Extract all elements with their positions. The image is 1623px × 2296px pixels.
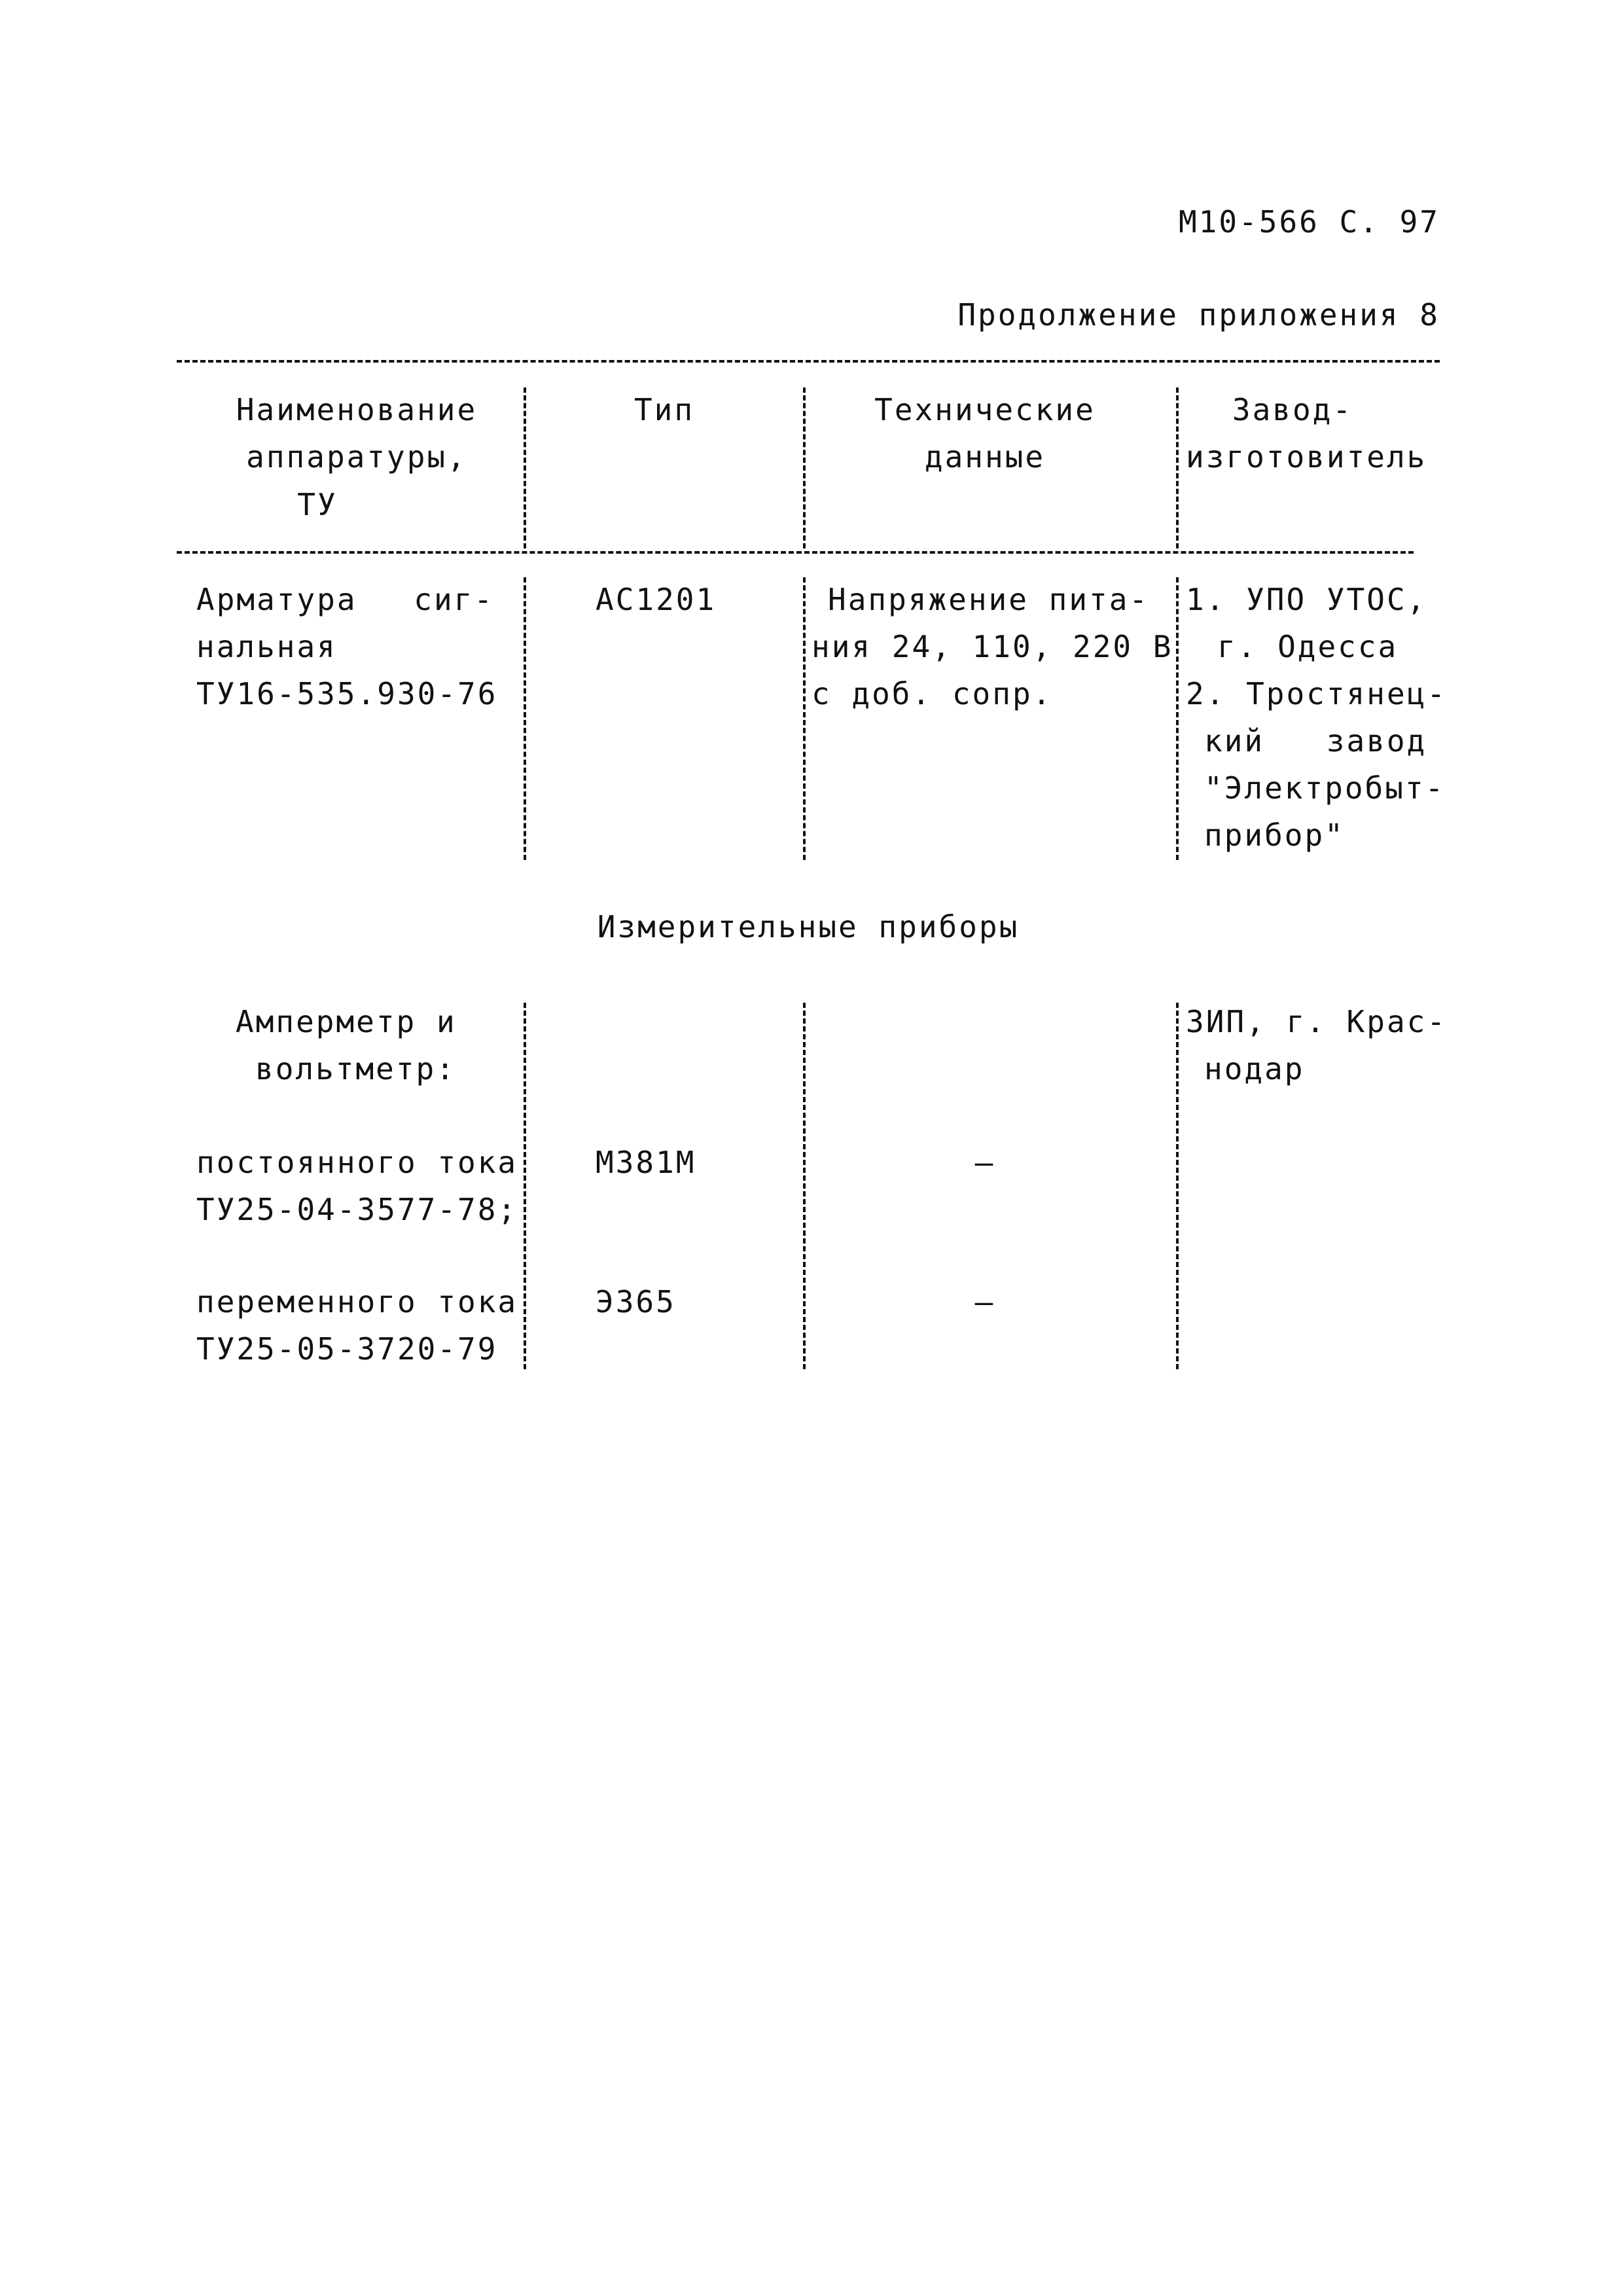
row2-name-line-2: вольтметр: — [255, 1051, 456, 1086]
row4-type: Э365 — [596, 1284, 676, 1319]
table-top-rule — [177, 360, 1440, 363]
row1-name-line-3: ТУ16-535.930-76 — [196, 676, 498, 711]
row3-type: М381М — [596, 1145, 696, 1180]
header-maker-line-2: изготовитель — [1186, 439, 1427, 475]
row1-tech-line-3: с доб. сопр. — [812, 676, 1053, 711]
row1-tech-line-1: Напряжение пита- — [828, 582, 1150, 617]
row1-type: АС1201 — [596, 582, 717, 617]
row2-name-line-1: Амперметр и — [236, 1004, 457, 1039]
divider-rows-3 — [1176, 1003, 1179, 1369]
row1-name-line-2: нальная — [196, 629, 337, 664]
appendix-continuation: Продолжение приложения 8 — [957, 297, 1440, 332]
row1-maker-line-6: прибор" — [1204, 817, 1345, 853]
header-maker-line-1: Завод- — [1232, 392, 1353, 427]
divider-header-2 — [803, 387, 806, 548]
header-name-line-1: Наименование — [236, 392, 478, 427]
row1-tech-line-2: ния 24, 110, 220 В — [812, 629, 1173, 664]
divider-row1-2 — [803, 577, 806, 860]
row1-maker-line-3: 2. Тростянец- — [1186, 676, 1448, 711]
header-bottom-rule — [177, 551, 1414, 554]
row4-name-line-1: переменного тока — [196, 1284, 518, 1319]
divider-header-1 — [524, 387, 526, 548]
header-name-line-3: ТУ — [297, 487, 338, 522]
header-type: Тип — [633, 392, 695, 427]
divider-header-3 — [1176, 387, 1179, 548]
divider-rows-2 — [803, 1003, 806, 1369]
row3-tech: – — [974, 1145, 995, 1180]
row1-name-line-1: Арматура сиг- — [196, 582, 495, 617]
divider-row1-1 — [524, 577, 526, 860]
row1-maker-line-2: г. Одесса — [1217, 629, 1399, 664]
page-number: М10-566 С. 97 — [1178, 204, 1440, 240]
row2-maker-line-1: ЗИП, г. Крас- — [1186, 1004, 1448, 1039]
header-name-line-2: аппаратуры, — [246, 439, 467, 475]
header-tech-line-1: Технические — [874, 392, 1096, 427]
row1-maker-line-1: 1. УПО УТОС, — [1186, 582, 1427, 617]
divider-row1-3 — [1176, 577, 1179, 860]
row2-maker-line-2: нодар — [1204, 1051, 1305, 1086]
section-title: Измерительные приборы — [597, 909, 1020, 944]
row3-name-line-2: ТУ25-04-3577-78; — [196, 1192, 518, 1227]
row1-maker-line-4: кий завод — [1204, 723, 1427, 759]
divider-rows-1 — [524, 1003, 526, 1369]
header-tech-line-2: данные — [924, 439, 1046, 475]
row4-name-line-2: ТУ25-05-3720-79 — [196, 1331, 498, 1367]
row4-tech: – — [974, 1284, 995, 1319]
row3-name-line-1: постоянного тока — [196, 1145, 518, 1180]
row1-maker-line-5: "Электробыт- — [1204, 770, 1446, 806]
